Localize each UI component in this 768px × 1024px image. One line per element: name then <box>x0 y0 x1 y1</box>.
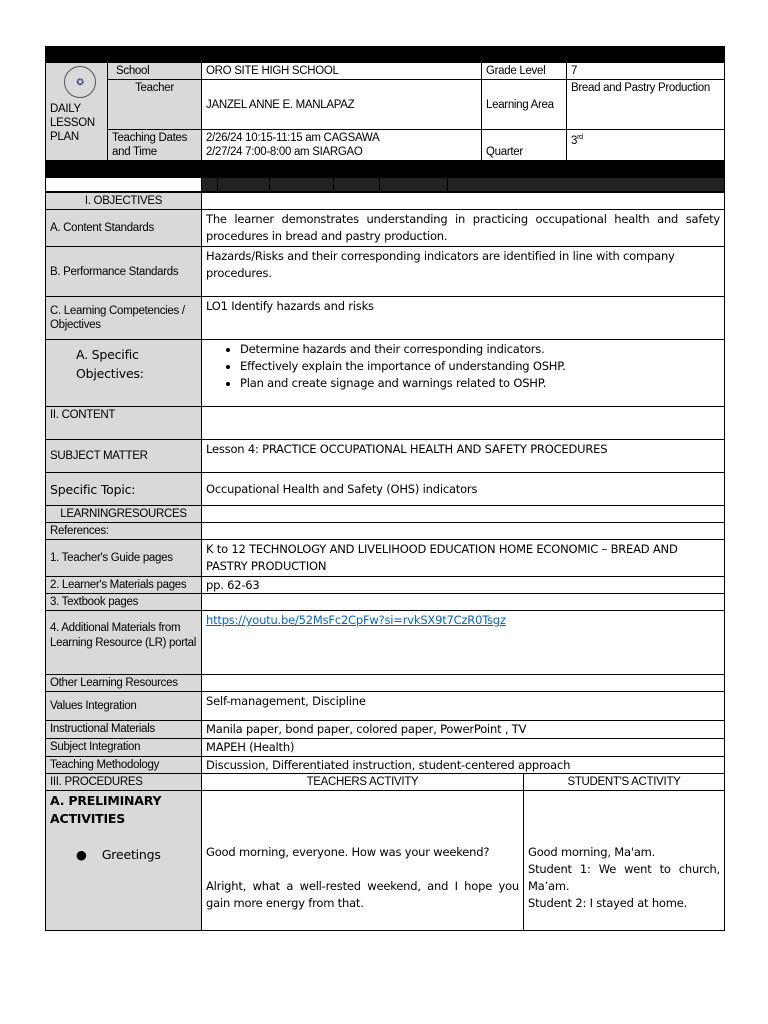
quarter-label: Quarter <box>482 130 567 161</box>
school-label: School <box>108 63 202 80</box>
materials-label: Instructional Materials <box>46 721 202 739</box>
performance-value: Hazards/Risks and their corresponding indicators are identified in line with company procedures. <box>202 247 725 297</box>
teacher-activity-cell <box>202 791 524 931</box>
specific-topic-value: Occupational Health and Safety (OHS) indicators <box>202 473 725 506</box>
objectives-heading: I. OBJECTIVES <box>46 193 202 210</box>
grade-label: Grade Level <box>482 63 567 80</box>
student-activity-cell <box>524 791 725 931</box>
body-table <box>45 192 725 931</box>
dlp-cell <box>46 63 108 161</box>
content-standards-value: The learner demonstrates understanding in practicing occupational health and safety procedures in bread and pastry production. <box>202 210 725 247</box>
quarter-value: 3rd <box>567 130 725 161</box>
dlp-label: DAILY LESSON PLAN <box>50 103 95 143</box>
resources-heading: LEARNINGRESOURCES <box>46 506 202 523</box>
preliminary-cell <box>46 791 202 931</box>
learners-materials-value: pp. 62-63 <box>202 577 725 594</box>
additional-materials-value <box>202 611 725 675</box>
learners-materials-label: 2. Learner's Materials pages <box>46 577 202 594</box>
teachers-guide-label: 1. Teacher's Guide pages <box>46 540 202 577</box>
teachers-guide-value: K to 12 TECHNOLOGY AND LIVELIHOOD EDUCATION HOME ECONOMIC – BREAD AND PASTRY PRODUCTION <box>202 540 725 577</box>
grade-value: 7 <box>567 63 725 80</box>
values-label: Values Integration <box>46 692 202 721</box>
methodology-label: Teaching Methodology <box>46 757 202 774</box>
lesson-plan-document <box>45 46 724 931</box>
teacher-label: Teacher <box>108 80 202 130</box>
textbook-label: 3. Textbook pages <box>46 594 202 611</box>
references-label: References: <box>46 523 202 540</box>
teacher-line-2: Alright, what a well-rested weekend, and I hope you gain more energy from that. <box>206 879 519 910</box>
student-line-2: Student 1: We went to church, Ma’am. <box>528 862 720 893</box>
subject-matter-label: SUBJECT MATTER <box>46 440 202 473</box>
teacher-value: JANZEL ANNE E. MANLAPAZ <box>202 80 482 130</box>
content-heading: II. CONTENT <box>46 407 202 440</box>
values-value: Self-management, Discipline <box>202 692 725 721</box>
mid-black-bar <box>46 161 725 177</box>
competencies-value: LO1 Identify hazards and risks <box>202 297 725 340</box>
teachers-activity-heading: TEACHERS ACTIVITY <box>202 774 524 791</box>
area-value: Bread and Pastry Production <box>567 80 725 130</box>
specific-label: A. Specific Objectives: <box>46 340 202 407</box>
specific-topic-label: Specific Topic: <box>46 473 202 506</box>
resource-link[interactable]: https://youtu.be/52MsFc2CpFw?si=rvkSX9t7CzR0Tsgz <box>206 613 506 627</box>
integration-label: Subject Integration <box>46 739 202 757</box>
integration-value: MAPEH (Health) <box>202 739 725 757</box>
dates-line-1: 2/26/24 10:15-11:15 am CAGSAWA <box>206 132 380 144</box>
performance-label: B. Performance Standards <box>46 247 202 297</box>
list-item: • Effectively explain the importance of understanding OSHP. <box>240 358 720 375</box>
other-resources-label: Other Learning Resources <box>46 675 202 692</box>
additional-materials-label: 4. Additional Materials from Learning Resource (LR) portal <box>46 611 202 675</box>
methodology-value: Discussion, Differentiated instruction, student-centered approach <box>202 757 725 774</box>
student-line-3: Student 2: I stayed at home. <box>528 896 688 910</box>
dates-label: Teaching Dates and Time <box>108 130 202 161</box>
preliminary-heading: A. PRELIMINARY ACTIVITIES <box>50 793 162 826</box>
dates-value <box>202 130 482 161</box>
subject-matter-value: Lesson 4: PRACTICE OCCUPATIONAL HEALTH AND SAFETY PROCEDURES <box>202 440 725 473</box>
deped-seal-icon: ✪ <box>64 66 96 98</box>
procedures-heading: III. PROCEDURES <box>46 774 202 791</box>
dates-line-2: 2/27/24 7:00-8:00 am SIARGAO <box>206 146 363 158</box>
school-value: ORO SITE HIGH SCHOOL <box>202 63 482 80</box>
specific-objectives-list <box>202 340 725 407</box>
top-black-bar <box>46 47 725 63</box>
greetings-item: ● Greetings <box>76 847 161 862</box>
students-activity-heading: STUDENT'S ACTIVITY <box>524 774 725 791</box>
student-line-1: Good morning, Ma'am. <box>528 845 656 859</box>
spacer-strip <box>45 177 725 192</box>
area-label: Learning Area <box>482 80 567 130</box>
teacher-line-1: Good morning, everyone. How was your weekend? <box>206 845 490 859</box>
materials-value: Manila paper, bond paper, colored paper, PowerPoint , TV <box>202 721 725 739</box>
competencies-label: C. Learning Competencies / Objectives <box>46 297 202 340</box>
content-standards-label: A. Content Standards <box>46 210 202 247</box>
header-table <box>45 46 725 177</box>
list-item: • Plan and create signage and warnings related to OSHP. <box>240 375 720 392</box>
list-item: • Determine hazards and their corresponding indicators. <box>240 341 720 358</box>
